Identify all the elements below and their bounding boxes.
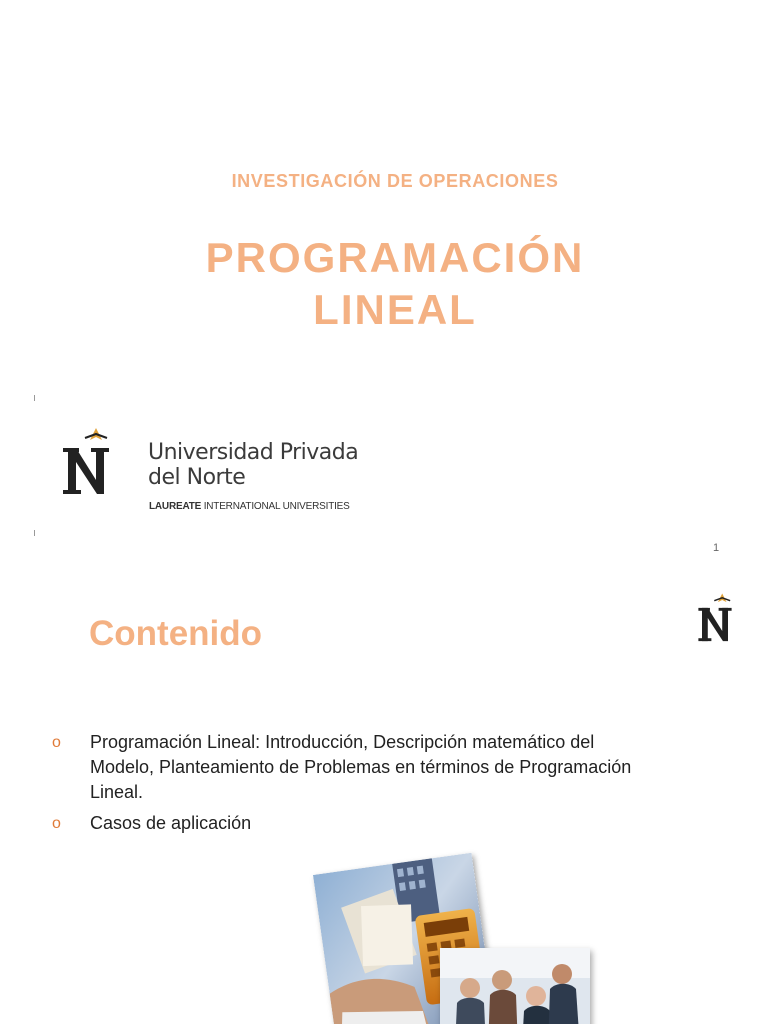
list-item <box>52 730 652 805</box>
laureate-brand: LAUREATE <box>149 501 202 512</box>
crop-mark-top <box>34 395 35 401</box>
laureate-rest: INTERNATIONAL UNIVERSITIES <box>201 501 350 512</box>
upn-small-logo-icon <box>696 592 734 644</box>
laureate-tagline <box>149 501 350 512</box>
university-name-line-1: Universidad Privada <box>148 440 359 465</box>
university-name-line-2: del Norte <box>148 465 246 490</box>
crop-mark-bottom <box>34 530 35 536</box>
page-number: 1 <box>713 542 720 554</box>
title-line-1: PROGRAMACIÓN <box>205 234 585 281</box>
content-slide <box>0 576 768 1024</box>
title-line-2: LINEAL <box>313 286 477 333</box>
list-item-text: Programación Lineal: Introducción, Descripción matemático del Modelo, Planteamiento de Problemas en términos de Programación Lineal. <box>90 732 632 802</box>
bullet-icon: o <box>52 734 61 751</box>
content-list <box>52 730 652 842</box>
section-title: Contenido <box>89 614 263 653</box>
slide-title <box>0 232 768 336</box>
list-item-text: Casos de aplicación <box>90 813 252 833</box>
bullet-icon: o <box>52 815 61 832</box>
course-subtitle: INVESTIGACIÓN DE OPERACIONES <box>231 171 559 191</box>
university-name <box>148 440 358 490</box>
team-people-photo <box>440 948 590 1024</box>
list-item <box>52 811 652 836</box>
upn-logo-icon <box>60 426 112 498</box>
